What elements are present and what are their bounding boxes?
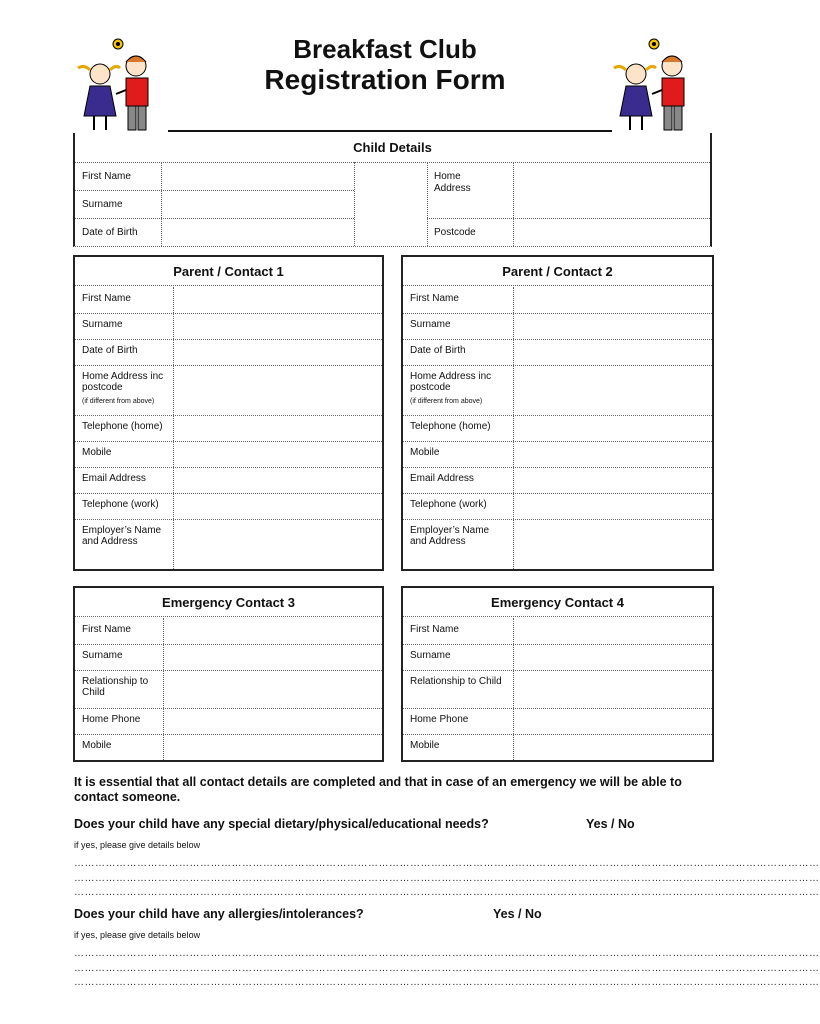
parent-1-row — [75, 339, 382, 366]
child-surname-field[interactable] — [162, 191, 353, 218]
allergies-line-2[interactable]: …………………………………………………………………………………………………………………………………………………………………………………………… — [74, 963, 820, 974]
emergency-3-row — [75, 734, 382, 760]
parent-2-row — [403, 441, 712, 468]
parent-2-row-label: Home Address inc postcode (if different from above) — [410, 371, 508, 407]
special-needs-line-1[interactable]: …………………………………………………………………………………………………………………………………………………………………………………………… — [74, 858, 820, 869]
emergency-3-row-label: Surname — [82, 650, 123, 661]
parent-1-row-label: Mobile — [82, 447, 112, 458]
parent-1-row — [75, 287, 382, 314]
parent-1-note: (if different from above) — [82, 398, 155, 405]
parent-2-row-label: First Name — [410, 293, 459, 304]
emergency-4-input-field[interactable] — [513, 670, 712, 708]
emergency-3-row-label: Home Phone — [82, 714, 141, 725]
emergency-4-row-label: Surname — [410, 650, 451, 661]
parent-1-row-label: First Name — [82, 293, 131, 304]
allergies-yes-no[interactable]: Yes / No — [493, 907, 542, 921]
emergency-3-row — [75, 670, 382, 709]
emergency-3-input-field[interactable] — [163, 644, 382, 670]
parent-2-row-label: Employer’s Name and Address — [410, 525, 490, 547]
parent-2-input-field[interactable] — [513, 519, 712, 569]
parent-1-row — [75, 493, 382, 520]
parent-1-row-label: Email Address — [82, 473, 146, 484]
emergency-4-row — [403, 618, 712, 645]
emergency-3-input-field[interactable] — [163, 734, 382, 760]
emergency-3-input-field[interactable] — [163, 670, 382, 708]
emergency-3-row — [75, 708, 382, 735]
allergies-hint: if yes, please give details below — [74, 930, 201, 940]
emergency-3-input-field[interactable] — [163, 618, 382, 644]
special-needs-line-2[interactable]: …………………………………………………………………………………………………………………………………………………………………………………………… — [74, 873, 820, 884]
parent-1-row — [75, 519, 382, 569]
emergency-4-row — [403, 670, 712, 709]
emergency-contact-4-section — [401, 586, 714, 762]
parent-2-note: (if different from above) — [410, 398, 483, 405]
question-allergies: Does your child have any allergies/intolerances? — [74, 907, 364, 921]
child-details-title: Child Details — [75, 133, 710, 163]
parent-1-row-label: Employer’s Name and Address — [82, 525, 162, 547]
form-title-line1: Breakfast Club — [293, 34, 477, 64]
emergency-contact-3-title: Emergency Contact 3 — [75, 588, 382, 617]
parent-1-input-field[interactable] — [173, 415, 382, 441]
parent-2-row — [403, 493, 712, 520]
parent-contact-1-section — [73, 255, 384, 571]
parent-2-input-field[interactable] — [513, 441, 712, 467]
child-postcode-label: Postcode — [434, 227, 476, 238]
emergency-3-row-label: First Name — [82, 624, 131, 635]
child-postcode-field[interactable] — [514, 219, 710, 246]
emergency-4-row — [403, 734, 712, 760]
emergency-4-row-label: Mobile — [410, 740, 440, 751]
emergency-4-row — [403, 644, 712, 671]
emergency-3-row-label: Mobile — [82, 740, 112, 751]
parent-1-input-field[interactable] — [173, 441, 382, 467]
special-needs-hint: if yes, please give details below — [74, 840, 201, 850]
parent-1-row-label: Home Address inc postcode (if different from above) — [82, 371, 168, 407]
parent-1-input-field[interactable] — [173, 287, 382, 313]
emergency-contact-4-title: Emergency Contact 4 — [403, 588, 712, 617]
child-details-section — [73, 133, 712, 247]
parent-1-row — [75, 365, 382, 416]
parent-1-input-field[interactable] — [173, 519, 382, 569]
parent-2-input-field[interactable] — [513, 467, 712, 493]
parent-2-row-label: Mobile — [410, 447, 440, 458]
parent-2-row-label: Surname — [410, 319, 451, 330]
form-title-line2: Registration Form — [264, 64, 506, 95]
parent-2-row — [403, 287, 712, 314]
emergency-4-row-label: Relationship to Child — [410, 676, 502, 687]
parent-2-row — [403, 365, 712, 416]
emergency-contact-3-section — [73, 586, 384, 762]
parent-1-row — [75, 441, 382, 468]
emergency-4-input-field[interactable] — [513, 644, 712, 670]
parent-2-row-label: Email Address — [410, 473, 474, 484]
parent-2-row-label: Telephone (work) — [410, 499, 487, 510]
emergency-3-row — [75, 618, 382, 645]
emergency-4-input-field[interactable] — [513, 708, 712, 734]
parent-contact-2-title: Parent / Contact 2 — [403, 257, 712, 286]
parent-1-row-label: Telephone (work) — [82, 499, 159, 510]
parent-2-row — [403, 339, 712, 366]
emergency-4-row — [403, 708, 712, 735]
parent-2-row — [403, 415, 712, 442]
emergency-4-row-label: First Name — [410, 624, 459, 635]
parent-2-input-field[interactable] — [513, 365, 712, 415]
child-dob-field[interactable] — [162, 219, 353, 246]
parent-1-input-field[interactable] — [173, 365, 382, 415]
parent-2-row-label: Date of Birth — [410, 345, 466, 356]
title-rule — [168, 130, 612, 132]
child-surname-label: Surname — [82, 199, 123, 210]
child-first-name-field[interactable] — [162, 163, 353, 190]
special-needs-yes-no[interactable]: Yes / No — [586, 817, 635, 831]
child-dob-label: Date of Birth — [82, 227, 138, 238]
parent-2-input-field[interactable] — [513, 313, 712, 339]
contact-notice: It is essential that all contact details are completed and that in case of an emergency we will be able to contact someone. — [74, 775, 682, 804]
parent-2-input-field[interactable] — [513, 287, 712, 313]
emergency-3-input-field[interactable] — [163, 708, 382, 734]
question-special-needs: Does your child have any special dietary/physical/educational needs? — [74, 817, 489, 831]
parent-2-row — [403, 519, 712, 569]
parent-1-row — [75, 415, 382, 442]
parent-1-input-field[interactable] — [173, 313, 382, 339]
parent-1-input-field[interactable] — [173, 339, 382, 365]
parent-1-row-label: Surname — [82, 319, 123, 330]
parent-1-row — [75, 467, 382, 494]
emergency-4-row-label: Home Phone — [410, 714, 469, 725]
parent-1-input-field[interactable] — [173, 493, 382, 519]
emergency-4-input-field[interactable] — [513, 734, 712, 760]
parent-2-row-label: Telephone (home) — [410, 421, 491, 432]
parent-1-row-label: Date of Birth — [82, 345, 138, 356]
emergency-4-input-field[interactable] — [513, 618, 712, 644]
allergies-line-3[interactable]: …………………………………………………………………………………………………………………………………………………………………………………………… — [74, 977, 820, 988]
child-home-address-label: Home Address — [434, 171, 471, 194]
parent-1-row — [75, 313, 382, 340]
parent-contact-2-section — [401, 255, 714, 571]
emergency-3-row-label: Relationship to Child — [82, 676, 149, 698]
child-home-address-field[interactable] — [514, 163, 710, 218]
parent-2-row — [403, 467, 712, 494]
child-first-name-label: First Name — [82, 171, 131, 182]
parent-2-input-field[interactable] — [513, 415, 712, 441]
parent-2-row — [403, 313, 712, 340]
parent-contact-1-title: Parent / Contact 1 — [75, 257, 382, 286]
parent-1-input-field[interactable] — [173, 467, 382, 493]
parent-2-input-field[interactable] — [513, 339, 712, 365]
parent-1-row-label: Telephone (home) — [82, 421, 163, 432]
allergies-line-1[interactable]: …………………………………………………………………………………………………………………………………………………………………………………………… — [74, 948, 820, 959]
emergency-3-row — [75, 644, 382, 671]
special-needs-line-3[interactable]: …………………………………………………………………………………………………………………………………………………………………………………………… — [74, 887, 820, 898]
parent-2-input-field[interactable] — [513, 493, 712, 519]
